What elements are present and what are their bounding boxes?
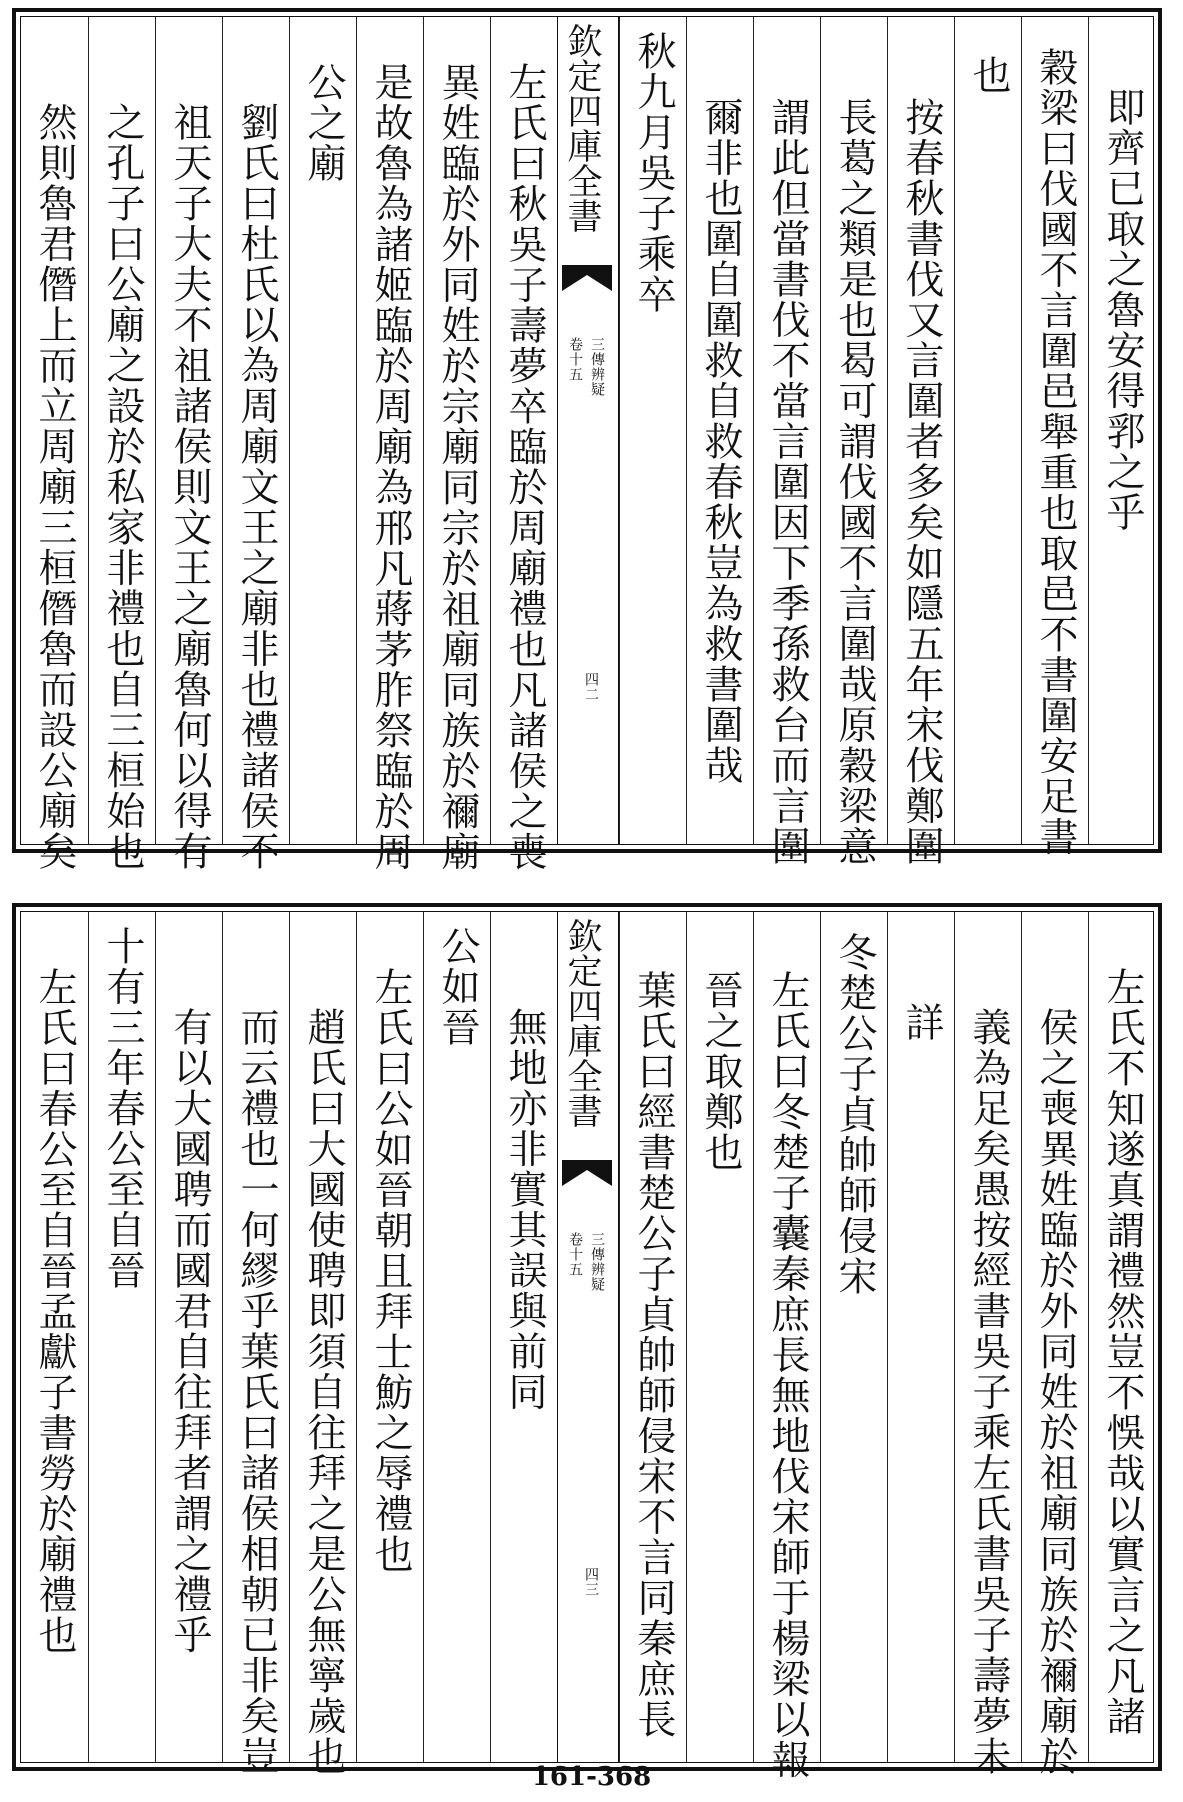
center-fold — [557, 17, 619, 844]
column — [222, 912, 290, 1777]
page-number: 161-368 — [531, 1762, 652, 1792]
text-column: 義為足矣愚按經書吳子乘左氏書吳子壽夢未 — [966, 1007, 1011, 1777]
leaf-number: 四三 — [583, 1567, 599, 1597]
column — [222, 17, 290, 872]
column — [753, 17, 821, 867]
text-column: 左氏曰冬楚子囊秦庶長無地伐宋師于楊梁以報 — [765, 970, 810, 1780]
text-column: 異姓臨於外同姓於宗廟同宗於祖廟同族於禰廟 — [435, 62, 480, 872]
text-column: 然則魯君僭上而立周廟三桓僭魯而設公廟矣 — [32, 102, 77, 872]
text-column: 左氏不知遂真謂禮然豈不悞哉以實言之凡諸 — [1100, 967, 1145, 1737]
fish-tail-mark-icon — [562, 265, 612, 291]
text-column: 按春秋書伐又言圍者多矣如隱五年宋伐鄭圍 — [899, 97, 944, 867]
text-column: 而云禮也一何繆乎葉氏曰諸侯相朝已非矣豈 — [234, 1007, 279, 1777]
text-column: 謂此但當書伐不當言圍因下季孫救台而言圍 — [765, 97, 810, 867]
text-column: 無地亦非實其誤與前同 — [502, 1007, 547, 1412]
text-column: 公之廟 — [301, 62, 346, 184]
text-column: 公如晉 — [435, 926, 480, 1048]
column — [954, 17, 1022, 844]
text-column: 有以大國聘而國君自往拜者謂之禮乎 — [167, 1007, 212, 1655]
text-column: 是故魯為諸姬臨於周廟為邢凡蔣茅胙祭臨於周 — [368, 62, 413, 872]
column — [686, 17, 754, 844]
text-column: 祖天子大夫不祖諸侯則文王之廟魯何以得有 — [167, 102, 212, 872]
column — [21, 912, 88, 1762]
text-column: 左氏曰公如晉朝且拜士魴之辱禮也 — [368, 967, 413, 1575]
column — [619, 912, 687, 1762]
column — [21, 17, 88, 872]
column — [289, 17, 357, 844]
leaf-number: 四二 — [583, 672, 599, 702]
text-column: 左氏曰秋吳子壽夢卒臨於周廟禮也凡諸侯之喪 — [502, 62, 547, 872]
text-column: 侯之喪異姓臨於外同姓於祖廟同族於禰廟於 — [1033, 1007, 1078, 1777]
column — [1021, 17, 1089, 857]
column — [423, 17, 491, 872]
column — [88, 912, 156, 1762]
column — [289, 912, 357, 1777]
column — [820, 17, 888, 867]
center-fold — [557, 912, 619, 1762]
column — [954, 912, 1022, 1777]
text-column: 穀梁曰伐國不言圍邑舉重也取邑不書圍安足書 — [1033, 47, 1078, 857]
top-page-inner-border — [20, 16, 1154, 872]
text-column: 十有三年春公至自晉 — [100, 926, 145, 1291]
column — [820, 912, 888, 1762]
text-column: 晉之取鄭也 — [698, 970, 743, 1173]
column — [887, 17, 955, 867]
text-column: 之孔子曰公廟之設於私家非禮也自三桓始也 — [100, 102, 145, 872]
column — [88, 17, 156, 872]
book-title: 欽定四庫全書 — [562, 918, 602, 1128]
text-column: 秋九月吳子乘卒 — [631, 31, 676, 315]
series-title: 三傳辨疑 — [589, 1232, 605, 1292]
column — [490, 17, 558, 872]
column — [490, 912, 558, 1762]
volume-label: 卷十五 — [567, 1232, 583, 1277]
column — [155, 912, 223, 1762]
column — [356, 912, 424, 1762]
text-column: 左氏曰春公至自晉孟獻子書勞於廟禮也 — [32, 967, 77, 1656]
text-column: 長葛之類是也曷可謂伐國不言圍哉原穀梁意 — [832, 97, 877, 867]
text-column: 爾非也圍自圍救自救春秋豈為救書圍哉 — [698, 97, 743, 786]
column — [155, 17, 223, 872]
text-column: 劉氏曰杜氏以為周廟文王之廟非也禮諸侯不 — [234, 102, 279, 872]
volume-label: 卷十五 — [567, 337, 583, 382]
text-column: 趙氏曰大國使聘即須自往拜之是公無寧歲也 — [301, 1007, 346, 1777]
text-column: 即齊已取之魯安得郛之乎 — [1100, 87, 1145, 533]
text-column: 詳 — [899, 1002, 944, 1043]
text-column: 也 — [966, 55, 1011, 96]
text-column: 冬楚公子貞帥師侵宋 — [832, 932, 877, 1297]
top-page-frame — [12, 8, 1162, 872]
column — [686, 912, 754, 1762]
book-title: 欽定四庫全書 — [562, 23, 602, 233]
column — [1088, 912, 1156, 1762]
column — [887, 912, 955, 1762]
fish-tail-mark-icon — [562, 1160, 612, 1186]
column — [753, 912, 821, 1780]
column — [619, 17, 687, 844]
series-title: 三傳辨疑 — [589, 337, 605, 397]
column — [356, 17, 424, 872]
column — [1021, 912, 1089, 1777]
text-column: 葉氏曰經書楚公子貞帥師侵宋不言同秦庶長 — [631, 970, 676, 1740]
column — [423, 912, 491, 1762]
column — [1088, 17, 1156, 844]
